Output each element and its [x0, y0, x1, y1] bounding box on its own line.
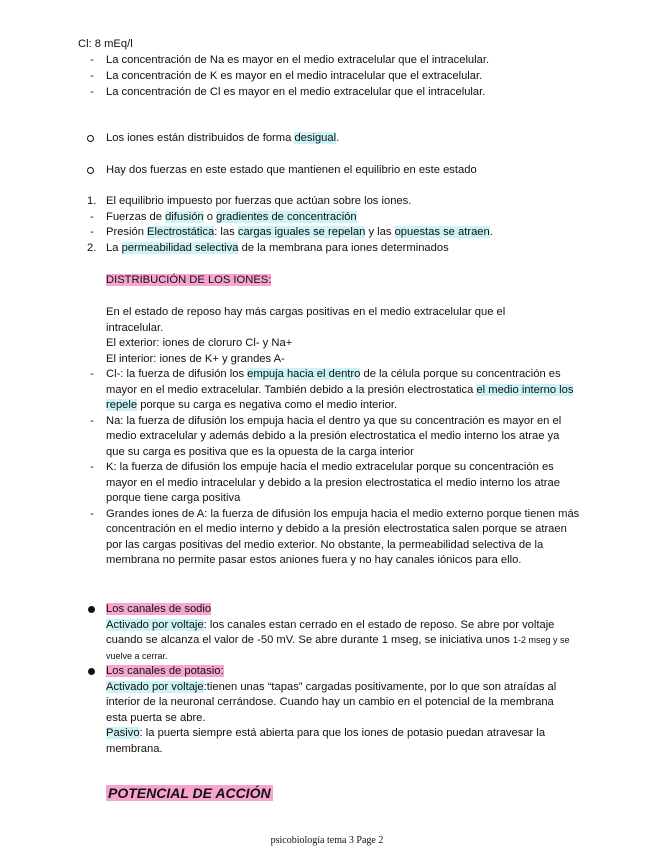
circle-bullet-icon: [87, 135, 94, 142]
list-item: - La concentración de K es mayor en el medio intracelular que el extracelular.: [90, 70, 483, 82]
sodio-description: Activado por voltaje: los canales estan cerrado en el estado de reposo. Se abre por voltaje cuando se alcanza el valor de -50 mV. Se abre durante 1 mseg, se iniciativa unos 1-2 mseg y se vuelve a cerrar.: [106, 618, 570, 661]
bullet-icon: [88, 668, 95, 675]
page-footer: psicobiología tema 3 Page 2: [270, 835, 384, 846]
concentration-list: [90, 53, 626, 101]
potasio-block: [106, 664, 576, 757]
list-item: - Fuerzas de difusión o gradientes de concentración: [90, 210, 357, 223]
numbered-item: 2. La permeabilidad selectiva de la membrana para iones determinados: [87, 241, 449, 254]
list-item: [106, 664, 576, 680]
numbered-item: 1. El equilibrio impuesto por fuerzas que actúan sobre los iones.: [87, 195, 412, 207]
ion-list: [90, 367, 580, 569]
section-heading: DISTRIBUCIÓN DE LOS IONES:: [106, 274, 272, 286]
potasio-title: Los canales de potasio:: [106, 665, 224, 677]
list-item: - Grandes iones de A: la fuerza de difusión los empuja hacia el medio externo porque tienen más concentración en el medio interno y debido a la presión electrostatica salen porque se atraen por las cargas positivas del medio exterior. No obstante, la permeabilidad selectiva de la membrana no permite pasar estos aniones fuera y no hay canales iónicos para ello.: [90, 507, 580, 566]
potasio-description: Activado por voltaje:tienen unas “tapas” cargadas positivamente, por lo que son atraídas al interior de la neuronal cerrándose. Cuando hay un cambio en el potencial de la membrana esta puerta se abre.: [106, 680, 557, 724]
distribucion-intro: En el estado de reposo hay más cargas positivas en el medio extracelular que el intracelular.: [106, 306, 506, 334]
circle-bullet-item: Los iones están distribuidos de forma desigual.: [106, 131, 339, 147]
list-item: - La concentración de Na es mayor en el medio extracelular que el intracelular.: [90, 54, 490, 66]
potasio-pasivo: Pasivo: la puerta siempre está abierta para que los iones de potasio puedan atravesar la membrana.: [106, 727, 546, 755]
circle-bullet-icon: [87, 167, 94, 174]
list-item: - La concentración de Cl es mayor en el medio extracelular que el intracelular.: [90, 86, 486, 98]
sodio-block: [106, 602, 576, 664]
cl-concentration-line: Cl: 8 mEq/l: [78, 38, 133, 50]
circle-bullet-item: Hay dos fuerzas en este estado que mantienen el equilibrio en este estado: [106, 163, 477, 179]
bullet-icon: [88, 606, 95, 613]
list-item: - K: la fuerza de difusión los empuje hacia el medio extracelular porque su concentración es mayor en el medio intracelular y debido a la presion electrostatica el medio interno los atrae porque tiene carga positiva: [90, 461, 560, 504]
list-item: [106, 602, 576, 618]
list-item: - Presión Electrostática: las cargas iguales se repelan y las opuestas se atraen.: [90, 226, 493, 238]
interior-line: El interior: iones de K+ y grandes A-: [106, 353, 285, 365]
potencial-heading: POTENCIAL DE ACCIÓN: [108, 785, 271, 801]
exterior-line: El exterior: iones de cloruro Cl- y Na+: [106, 337, 293, 349]
numbered-list: [87, 194, 626, 256]
sodio-title: Los canales de sodio: [106, 603, 212, 615]
list-item: - Na: la fuerza de difusión los empuja hacia el dentro ya que su concentración es mayor en el medio extracelular y además debido a la presión electrostatica el medio interno los atrae ya que su carga es positiva que es la opuesta de la carga interior: [90, 414, 562, 458]
highlight-desigual: desigual: [294, 132, 337, 144]
list-item: - Cl-: la fuerza de difusión los empuja hacia el dentro de la célula porque su concentración es mayor en el medio extracelular. También debido a la presión electrostatica el medio interno los repele porque su carga es negativa como el medio interior.: [90, 368, 574, 411]
